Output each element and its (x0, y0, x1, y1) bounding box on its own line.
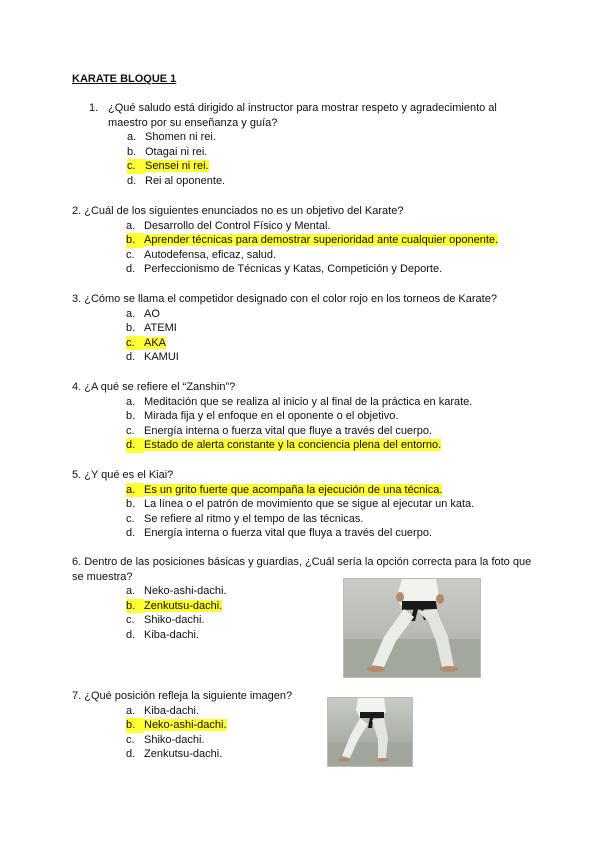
question-text: 7. ¿Qué posición refleja la siguiente imagen? (72, 690, 293, 702)
option-c: c. Se refiere al ritmo y el tempo de las técnicas. (126, 512, 364, 525)
document-title: KARATE BLOQUE 1 (72, 73, 177, 85)
option-c-correct: c. AKA (126, 336, 167, 349)
options-list (126, 219, 532, 277)
option-b-correct: b. Aprender técnicas para demostrar superioridad ante cualquier oponente. (126, 234, 499, 247)
option-b-correct: b. Zenkutsu-dachi. (126, 599, 223, 612)
options-list (126, 307, 532, 365)
karateka-neko-ashi-dachi-photo (327, 697, 413, 767)
option-d: d. Energía interna o fuerza vital que fluya a través del cuerpo. (126, 527, 433, 540)
question-3 (72, 292, 532, 365)
question-text: 4. ¿A qué se refiere el “Zanshin”? (72, 381, 236, 393)
option-c: c. Shiko-dachi. (126, 614, 205, 627)
option-d: d. Zenkutsu-dachi. (126, 748, 223, 761)
question-text: 6. Dentro de las posiciones básicas y guardias, ¿Cuál sería la opción correcta para la foto que se muestra? (72, 556, 532, 583)
question-5 (72, 468, 532, 541)
option-a: a. Kiba-dachi. (126, 704, 200, 717)
question-number: 1. (89, 102, 99, 114)
option-d: d. Perfeccionismo de Técnicas y Katas, Competición y Deporte. (126, 263, 443, 276)
question-text: ¿Qué saludo está dirigido al instructor para mostrar respeto y agradecimiento al maestro por su enseñanza y guía? (108, 102, 497, 129)
option-d: d. Kiba-dachi. (126, 628, 200, 641)
option-a: a. Neko-ashi-dachi. (126, 585, 227, 598)
option-b: b. La línea o el patrón de movimiento que se sigue al ejecutar un kata. (126, 498, 475, 511)
karateka-zenkutsu-dachi-photo (343, 578, 481, 678)
question-1 (82, 101, 522, 189)
question-2 (72, 204, 532, 277)
option-b-correct: b. Neko-ashi-dachi. (126, 719, 227, 732)
question-text: 5. ¿Y qué es el Kiai? (72, 469, 174, 481)
question-7 (72, 689, 532, 762)
option-b: b. ATEMI (126, 322, 177, 335)
option-c: c. Autodefensa, eficaz, salud. (126, 248, 277, 261)
option-a: a. Shomen ni rei. (127, 131, 216, 144)
options-list (126, 483, 532, 541)
option-d: d. KAMUI (126, 351, 179, 364)
question-text: 3. ¿Cómo se llama el competidor designado con el color rojo en los torneos de Karate? (72, 293, 497, 305)
question-text: 2. ¿Cuál de los siguientes enunciados no es un objetivo del Karate? (72, 205, 404, 217)
option-a: a. Meditación que se realiza al inicio y al final de la práctica en karate. (126, 395, 473, 408)
option-c: c. Energía interna o fuerza vital que fluye a través del cuerpo. (126, 424, 433, 437)
options-list (127, 130, 522, 188)
option-a-correct: a. Es un grito fuerte que acompaña la ejecución de una técnica. (126, 483, 443, 496)
option-a: a. Desarrollo del Control Físico y Mental. (126, 219, 331, 232)
option-d: d. Rei al oponente. (127, 174, 226, 187)
option-a: a. AO (126, 307, 160, 320)
option-d-correct: d. Estado de alerta constante y la conciencia plena del entorno. (126, 439, 442, 452)
option-b: b. Otagai ni rei. (127, 145, 208, 158)
option-c: c. Shiko-dachi. (126, 733, 205, 746)
options-list (126, 395, 532, 453)
option-b: b. Mirada fija y el enfoque en el oponente o el objetivo. (126, 410, 399, 423)
option-c-correct: c. Sensei ni rei. (127, 160, 209, 173)
question-4 (72, 380, 532, 453)
